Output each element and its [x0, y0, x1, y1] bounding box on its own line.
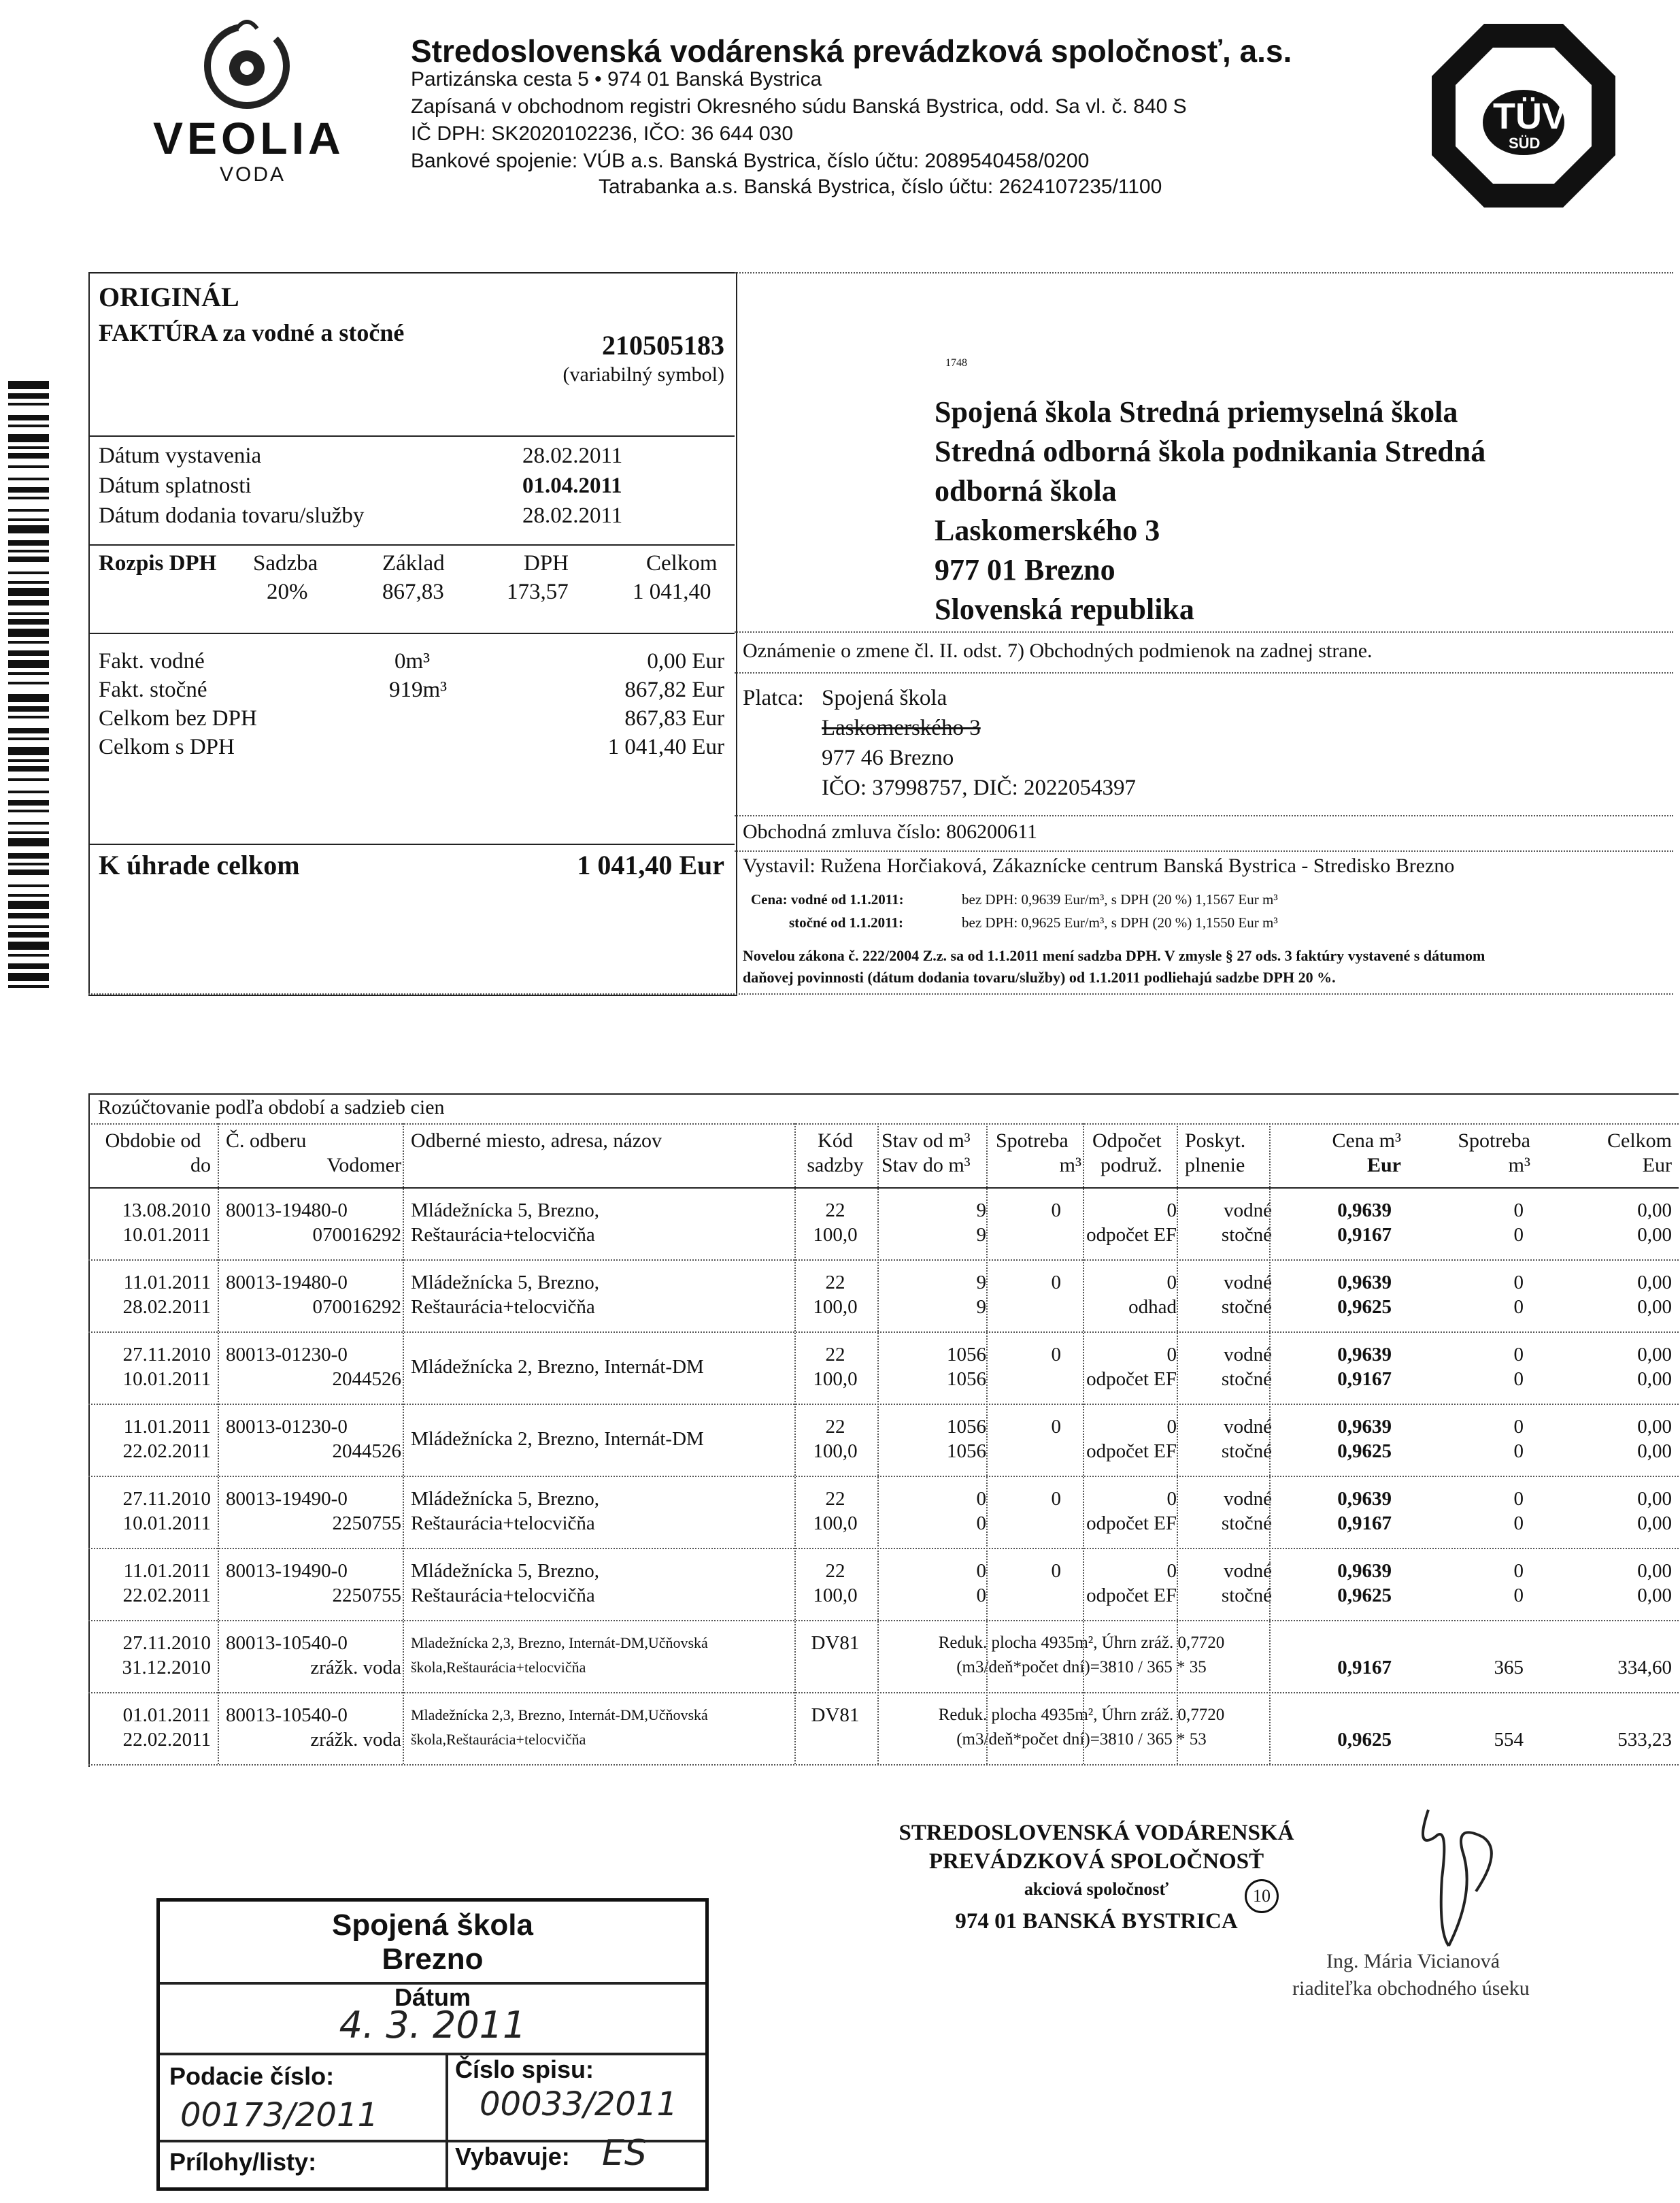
recipient-line: Stredná odborná škola podnikania Stredná [935, 435, 1486, 468]
cell-kod1: 22 [825, 1272, 845, 1293]
amount-due-label: K úhrade celkom [99, 850, 300, 880]
cell-sp1: 0 [1513, 1344, 1524, 1365]
cell-celk1: 0,00 [1637, 1560, 1672, 1582]
terms-notice: Oznámenie o zmene čl. II. odst. 7) Obchodných podmienok na zadnej strane. [743, 640, 1373, 662]
cell-plnenie1: vodné [1224, 1488, 1272, 1510]
cell-odber: 80013-19490-0 [226, 1560, 348, 1582]
receipt-stamp [156, 1898, 709, 2191]
cell-cena1: 0,9639 [1337, 1199, 1392, 1221]
cell-sp1: 0 [1513, 1272, 1524, 1293]
cell-from: 27.11.2010 [122, 1488, 211, 1510]
payer-line: Spojená škola [822, 686, 947, 710]
cell-cena1: 0,9639 [1337, 1488, 1392, 1510]
cell-vodomer: zrážk. voda [310, 1729, 401, 1751]
cell-cena2: 0,9167 [1337, 1224, 1392, 1246]
spis-label: Číslo spisu: [455, 2055, 594, 2083]
cell-sp2: 0 [1513, 1512, 1524, 1534]
cell-odpocet1: 0 [1166, 1199, 1177, 1221]
cell-odpocet1: 0 [1166, 1560, 1177, 1582]
cell-plnenie2: stočné [1221, 1440, 1272, 1462]
cell-to: 22.02.2011 [122, 1440, 211, 1462]
company-stamp-line: akciová spoločnosť [1024, 1879, 1169, 1899]
cell-kod2: 100,0 [813, 1368, 858, 1390]
signatory-name: Ing. Mária Vicianová [1326, 1950, 1500, 1972]
cell-spotreba: 0 [1051, 1488, 1061, 1510]
invoice-number-note: (variabilný symbol) [562, 363, 724, 386]
payer-line: 977 46 Brezno [822, 746, 954, 770]
receipt-stamp-subtitle: Brezno [382, 1942, 484, 1976]
address-line: Zapísaná v obchodnom registri Okresného súdu Banská Bystrica, odd. Sa vl. č. 840 S [411, 95, 1187, 118]
cell-sp1: 0 [1513, 1199, 1524, 1221]
billing-table [88, 1093, 1679, 1774]
price-label: stočné od 1.1.2011: [789, 914, 903, 931]
issued-by: Vystavil: Ružena Horčiaková, Zákaznícke centrum Banská Bystrica - Stredisko Brezno [743, 855, 1455, 877]
cell-celk2: 334,60 [1617, 1657, 1672, 1678]
cell-spotreba: 0 [1051, 1560, 1061, 1582]
cell-from: 13.08.2010 [122, 1199, 211, 1221]
item-qty: 919m³ [389, 678, 448, 702]
cell-sp1: 0 [1513, 1416, 1524, 1438]
cell-odpocet1: 0 [1166, 1488, 1177, 1510]
payer-label: Platca: [743, 686, 804, 710]
cell-kod1: 22 [825, 1344, 845, 1365]
tuv-sub-text: SÜD [1509, 135, 1541, 152]
cell-odpocet2: odpočet EF [1086, 1224, 1177, 1246]
date-delivery-value: 28.02.2011 [522, 503, 623, 528]
cell-spotreba: 0 [1051, 1344, 1061, 1365]
company-name: Stredoslovenská vodárenská prevádzková spoločnosť, a.s. [411, 33, 1292, 69]
cell-celk2: 0,00 [1637, 1440, 1672, 1462]
cell-stav1: 0 [976, 1488, 986, 1510]
cell-reduction-note: Reduk. plocha 4935m², Úhrn zráž. 0,7720 [938, 1706, 1225, 1724]
cell-odber: 80013-01230-0 [226, 1416, 348, 1438]
price-value: bez DPH: 0,9639 Eur/m³, s DPH (20 %) 1,1567 Eur m³ [962, 891, 1278, 908]
vat-rate: 20% [267, 580, 308, 604]
header-cena-unit: Eur [1366, 1154, 1401, 1176]
cell-celk2: 0,00 [1637, 1368, 1672, 1390]
cell-place-detail: škola,Reštaurácia+telocvičňa [411, 1731, 586, 1748]
address-line: IČ DPH: SK2020102236, IČO: 36 644 030 [411, 122, 794, 145]
cell-from: 01.01.2011 [122, 1704, 211, 1726]
cell-stav2: 9 [976, 1224, 986, 1246]
cell-celk2: 0,00 [1637, 1296, 1672, 1318]
item-label: Celkom s DPH [99, 735, 235, 759]
cell-to: 22.02.2011 [122, 1729, 211, 1751]
cell-stav1: 0 [976, 1560, 986, 1582]
receipt-date-value: 4. 3. 2011 [339, 2004, 526, 2047]
cell-odpocet2: odpočet EF [1086, 1585, 1177, 1606]
barcode-icon [8, 381, 49, 993]
price-label: Cena: vodné od 1.1.2011: [751, 891, 904, 908]
vybavuje-value: ES [602, 2133, 647, 2174]
logo-text: VEOLIA [153, 113, 345, 163]
cell-stav2: 9 [976, 1296, 986, 1318]
cell-to: 10.01.2011 [122, 1368, 211, 1390]
law-note: daňovej povinnosti (dátum dodania tovaru/služby) od 1.1.2011 podliehajú sadzbe DPH 20 %. [743, 969, 1336, 986]
cell-place: Mládežnícka 5, Brezno, [411, 1199, 600, 1221]
cell-place-detail: Reštaurácia+telocvičňa [411, 1585, 595, 1606]
cell-kod2: 100,0 [813, 1585, 858, 1606]
signature-icon [1401, 1796, 1524, 1953]
company-stamp-line: 974 01 BANSKÁ BYSTRICA [955, 1909, 1238, 1934]
tuv-text: TÜV [1493, 96, 1566, 137]
item-label: Fakt. vodné [99, 649, 205, 674]
cell-place-detail: Reštaurácia+telocvičňa [411, 1296, 595, 1318]
cell-cena2: 0,9167 [1337, 1368, 1392, 1390]
cell-stav2: 0 [976, 1585, 986, 1606]
cell-odber: 80013-19480-0 [226, 1272, 348, 1293]
recipient-line: 977 01 Brezno [935, 553, 1115, 586]
cell-reduction-note: (m3/deň*počet dní)=3810 / 365 * 53 [956, 1730, 1207, 1749]
cell-plnenie1: vodné [1224, 1344, 1272, 1365]
contract-number: Obchodná zmluva číslo: 806200611 [743, 821, 1037, 843]
header-period-to: do [190, 1154, 211, 1176]
cell-vodomer: 2044526 [332, 1368, 401, 1390]
cell-sp1: 0 [1513, 1488, 1524, 1510]
cell-celk2: 0,00 [1637, 1512, 1672, 1534]
cell-to: 10.01.2011 [122, 1224, 211, 1246]
header-plnenie: plnenie [1185, 1154, 1245, 1176]
header-sadzby: sadzby [807, 1154, 864, 1176]
tuv-certification-logo [1428, 20, 1619, 211]
cell-odber: 80013-19490-0 [226, 1488, 348, 1510]
cell-odber: 80013-19480-0 [226, 1199, 348, 1221]
cell-celk2: 533,23 [1617, 1729, 1672, 1751]
cell-odpocet2: odhad [1128, 1296, 1177, 1318]
cell-plnenie1: vodné [1224, 1416, 1272, 1438]
cell-odpocet2: odpočet EF [1086, 1368, 1177, 1390]
cell-vodomer: 2044526 [332, 1440, 401, 1462]
cell-sp2: 554 [1494, 1729, 1524, 1751]
vat-header-rate: Sadzba [253, 551, 318, 576]
cell-vodomer: 2250755 [332, 1585, 401, 1606]
amount-due-value: 1 041,40 Eur [577, 850, 724, 880]
invoice-title: FAKTÚRA za vodné a stočné [99, 319, 405, 346]
cell-place: Mládežnícka 5, Brezno, [411, 1488, 600, 1510]
cell-odber: 80013-01230-0 [226, 1344, 348, 1365]
payer-line: Laskomerského 3 [822, 716, 981, 740]
table-title: Rozúčtovanie podľa období a sadzieb cien [98, 1096, 445, 1119]
payer-line: IČO: 37998757, DIČ: 2022054397 [822, 776, 1136, 800]
cell-celk1: 0,00 [1637, 1488, 1672, 1510]
header-stav-od: Stav od m³ [881, 1129, 971, 1152]
cell-place-detail: Reštaurácia+telocvičňa [411, 1512, 595, 1534]
cell-kod1: DV81 [811, 1632, 860, 1654]
cell-sp2: 0 [1513, 1224, 1524, 1246]
receipt-stamp-title: Spojená škola [332, 1908, 533, 1942]
cell-sp2: 365 [1494, 1657, 1524, 1678]
cell-from: 27.11.2010 [122, 1632, 211, 1654]
cell-cena1: 0,9639 [1337, 1416, 1392, 1438]
price-value: bez DPH: 0,9625 Eur/m³, s DPH (20 %) 1,1550 Eur m³ [962, 914, 1278, 931]
cell-plnenie1: vodné [1224, 1199, 1272, 1221]
header-spotreba-unit: m³ [1059, 1154, 1081, 1176]
cell-place: Mladežnícka 2,3, Brezno, Internát-DM,Učňovská [411, 1706, 708, 1723]
cell-odpocet1: 0 [1166, 1416, 1177, 1438]
vat-header-total: Celkom [646, 551, 718, 576]
cell-vodomer: 2250755 [332, 1512, 401, 1534]
item-qty: 0m³ [394, 649, 431, 674]
cell-sp2: 0 [1513, 1585, 1524, 1606]
header-spotreba2: Spotreba [1458, 1129, 1530, 1152]
cell-sp2: 0 [1513, 1296, 1524, 1318]
cell-plnenie2: stočné [1221, 1585, 1272, 1606]
cell-odber: 80013-10540-0 [226, 1632, 348, 1654]
cell-sp1: 0 [1513, 1560, 1524, 1582]
original-label: ORIGINÁL [99, 282, 239, 312]
header-podruz: podruž. [1101, 1154, 1162, 1176]
cell-from: 11.01.2011 [123, 1272, 211, 1293]
cell-kod1: 22 [825, 1488, 845, 1510]
cell-place-detail: škola,Reštaurácia+telocvičňa [411, 1659, 586, 1676]
cell-kod1: 22 [825, 1199, 845, 1221]
item-value: 867,83 Eur [624, 706, 724, 731]
cell-cena2: 0,9167 [1337, 1512, 1392, 1534]
podacie-value: 00173/2011 [180, 2096, 379, 2134]
cell-to: 28.02.2011 [122, 1296, 211, 1318]
address-line: Bankové spojenie: VÚB a.s. Banská Bystrica, číslo účtu: 2089540458/0200 [411, 150, 1090, 172]
header-odpocet: Odpočet [1092, 1129, 1162, 1152]
cell-kod1: 22 [825, 1560, 845, 1582]
cell-cena2: 0,9625 [1337, 1440, 1392, 1462]
veolia-logo-icon [182, 15, 312, 117]
law-note: Novelou zákona č. 222/2004 Z.z. sa od 1.1.2011 mení sadzba DPH. V zmysle § 27 ods. 3 faktúry vystavené s dátumom [743, 947, 1485, 964]
cell-plnenie2: stočné [1221, 1296, 1272, 1318]
cell-sp2: 0 [1513, 1440, 1524, 1462]
cell-kod2: 100,0 [813, 1296, 858, 1318]
spis-value: 00033/2011 [480, 2085, 678, 2123]
cell-stav2: 0 [976, 1512, 986, 1534]
cell-sp2: 0 [1513, 1368, 1524, 1390]
vat-amount: 173,57 [507, 580, 569, 604]
item-value: 867,82 Eur [624, 678, 724, 702]
cell-spotreba: 0 [1051, 1199, 1061, 1221]
cell-kod2: 100,0 [813, 1512, 858, 1534]
header-odber: Č. odberu [226, 1129, 307, 1152]
cell-odpocet1: 0 [1166, 1344, 1177, 1365]
cell-stav1: 1056 [947, 1344, 986, 1365]
recipient-line: Spojená škola Stredná priemyselná škola [935, 395, 1458, 429]
recipient-line: Laskomerského 3 [935, 514, 1160, 547]
header-kod: Kód [818, 1129, 853, 1152]
date-due-value: 01.04.2011 [522, 474, 622, 498]
header-poskyt: Poskyt. [1185, 1129, 1246, 1152]
cell-celk2: 0,00 [1637, 1585, 1672, 1606]
stamp-number-badge: 10 [1245, 1879, 1279, 1913]
header-spotreba2-unit: m³ [1508, 1154, 1530, 1176]
cell-from: 11.01.2011 [123, 1416, 211, 1438]
recipient-line: Slovenská republika [935, 593, 1194, 626]
cell-place: Mladežnícka 2,3, Brezno, Internát-DM,Učňovská [411, 1634, 708, 1651]
cell-reduction-note: Reduk. plocha 4935m², Úhrn zráž. 0,7720 [938, 1634, 1225, 1652]
cell-plnenie2: stočné [1221, 1368, 1272, 1390]
cell-cena2: 0,9625 [1337, 1296, 1392, 1318]
cell-plnenie2: stočné [1221, 1224, 1272, 1246]
cell-plnenie1: vodné [1224, 1272, 1272, 1293]
header-period-from: Obdobie od [105, 1129, 201, 1152]
cell-place: Mládežnícka 5, Brezno, [411, 1560, 600, 1582]
cell-stav1: 9 [976, 1272, 986, 1293]
header-cena: Cena m³ [1332, 1129, 1401, 1152]
cell-kod1: DV81 [811, 1704, 860, 1726]
receipt-date-label: Dátum [394, 1983, 471, 2011]
cell-odber: 80013-10540-0 [226, 1704, 348, 1726]
cell-celk1: 0,00 [1637, 1272, 1672, 1293]
cell-kod1: 22 [825, 1416, 845, 1438]
cell-odpocet1: 0 [1166, 1272, 1177, 1293]
cell-plnenie1: vodné [1224, 1560, 1272, 1582]
cell-spotreba: 0 [1051, 1416, 1061, 1438]
vat-base: 867,83 [382, 580, 444, 604]
podacie-label: Podacie číslo: [169, 2062, 335, 2090]
cell-spotreba: 0 [1051, 1272, 1061, 1293]
cell-from: 27.11.2010 [122, 1344, 211, 1365]
vat-total: 1 041,40 [633, 580, 711, 604]
cell-vodomer: 070016292 [312, 1296, 401, 1318]
cell-to: 22.02.2011 [122, 1585, 211, 1606]
cell-celk2: 0,00 [1637, 1224, 1672, 1246]
cell-celk1: 0,00 [1637, 1344, 1672, 1365]
item-value: 0,00 Eur [647, 649, 724, 674]
prilohy-label: Prílohy/listy: [169, 2148, 317, 2176]
cell-vodomer: zrážk. voda [310, 1657, 401, 1678]
company-stamp-line: PREVÁDZKOVÁ SPOLOČNOSŤ [928, 1849, 1264, 1874]
header-place: Odberné miesto, adresa, názov [411, 1129, 662, 1152]
signatory-role: riaditeľka obchodného úseku [1292, 1977, 1530, 2000]
cell-celk1: 0,00 [1637, 1416, 1672, 1438]
recipient-code: 1748 [945, 357, 967, 369]
vat-header-base: Základ [382, 551, 445, 576]
cell-from: 11.01.2011 [123, 1560, 211, 1582]
header-celkom-unit: Eur [1642, 1154, 1672, 1176]
cell-cena2: 0,9167 [1337, 1657, 1392, 1678]
cell-cena2: 0,9625 [1337, 1585, 1392, 1606]
company-stamp-line: STREDOSLOVENSKÁ VODÁRENSKÁ [898, 1821, 1294, 1845]
cell-odpocet2: odpočet EF [1086, 1440, 1177, 1462]
header-celkom: Celkom [1607, 1129, 1672, 1152]
cell-place: Mládežnícka 2, Brezno, Internát-DM [411, 1428, 704, 1450]
header-spotreba: Spotreba [996, 1129, 1069, 1152]
address-line: Partizánska cesta 5 • 974 01 Banská Bystrica [411, 68, 822, 90]
invoice-number: 210505183 [602, 330, 724, 361]
cell-cena1: 0,9639 [1337, 1272, 1392, 1293]
cell-vodomer: 070016292 [312, 1224, 401, 1246]
header-stav-do: Stav do m³ [881, 1154, 971, 1176]
cell-to: 10.01.2011 [122, 1512, 211, 1534]
cell-stav1: 9 [976, 1199, 986, 1221]
date-issued-value: 28.02.2011 [522, 444, 623, 468]
date-delivery-label: Dátum dodania tovaru/služby [99, 503, 365, 528]
vybavuje-label: Vybavuje: [455, 2142, 570, 2170]
vat-header-vat: DPH [524, 551, 569, 576]
date-issued-label: Dátum vystavenia [99, 444, 262, 468]
address-line: Tatrabanka a.s. Banská Bystrica, číslo účtu: 2624107235/1100 [599, 176, 1162, 198]
cell-kod2: 100,0 [813, 1440, 858, 1462]
cell-stav2: 1056 [947, 1368, 986, 1390]
logo-subtitle: VODA [220, 163, 286, 186]
vat-breakdown-label: Rozpis DPH [99, 551, 217, 576]
cell-place-detail: Reštaurácia+telocvičňa [411, 1224, 595, 1246]
recipient-line: odborná škola [935, 474, 1117, 508]
cell-celk1: 0,00 [1637, 1199, 1672, 1221]
cell-reduction-note: (m3/deň*počet dní)=3810 / 365 * 35 [956, 1658, 1207, 1676]
cell-cena2: 0,9625 [1337, 1729, 1392, 1751]
cell-place: Mládežnícka 5, Brezno, [411, 1272, 600, 1293]
header-vodomer: Vodomer [326, 1154, 401, 1176]
cell-to: 31.12.2010 [122, 1657, 211, 1678]
item-label: Fakt. stočné [99, 678, 207, 702]
cell-stav1: 1056 [947, 1416, 986, 1438]
cell-cena1: 0,9639 [1337, 1344, 1392, 1365]
cell-cena1: 0,9639 [1337, 1560, 1392, 1582]
item-value: 1 041,40 Eur [607, 735, 724, 759]
date-due-label: Dátum splatnosti [99, 474, 252, 498]
cell-stav2: 1056 [947, 1440, 986, 1462]
cell-kod2: 100,0 [813, 1224, 858, 1246]
cell-plnenie2: stočné [1221, 1512, 1272, 1534]
item-label: Celkom bez DPH [99, 706, 257, 731]
cell-odpocet2: odpočet EF [1086, 1512, 1177, 1534]
cell-place: Mládežnícka 2, Brezno, Internát-DM [411, 1356, 704, 1378]
